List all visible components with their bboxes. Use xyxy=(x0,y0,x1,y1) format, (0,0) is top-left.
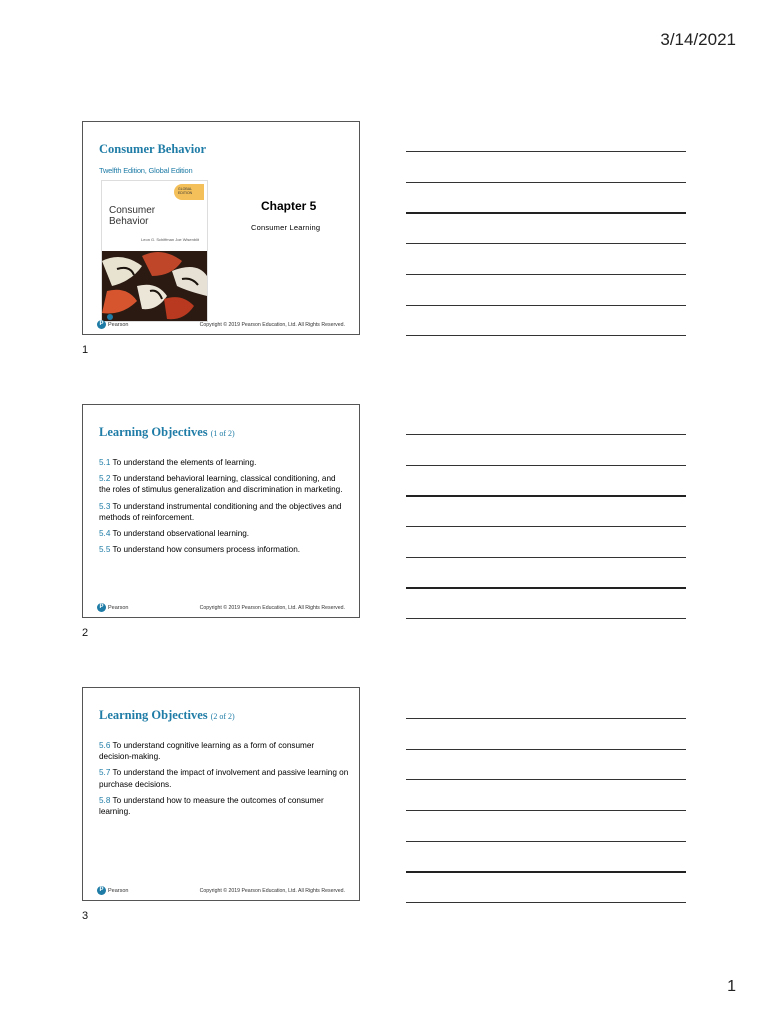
copyright-text: Copyright © 2019 Pearson Education, Ltd. All Rights Reserved. xyxy=(199,888,345,894)
objective-item: 5.4 To understand observational learning. xyxy=(99,529,250,539)
objectives-list xyxy=(99,457,349,560)
pearson-logo-icon: P xyxy=(97,320,106,329)
note-line xyxy=(406,212,686,214)
note-line xyxy=(406,305,686,306)
note-line xyxy=(406,749,686,750)
objectives-list xyxy=(99,740,349,822)
slide-1 xyxy=(82,121,360,335)
copyright-text: Copyright © 2019 Pearson Education, Ltd. All Rights Reserved. xyxy=(199,322,345,328)
objective-item: 5.7 To understand the impact of involvement and passive learning on purchase decisions. xyxy=(99,768,349,789)
pearson-logo-icon: P xyxy=(97,886,106,895)
note-line xyxy=(406,902,686,903)
slide-title: Consumer Behavior xyxy=(99,142,207,156)
objective-item: 5.6 To understand cognitive learning as a form of consumer decision-making. xyxy=(99,741,315,762)
butterfly-wing-image xyxy=(102,251,207,321)
slide-title: Learning Objectives (2 of 2) xyxy=(99,708,235,722)
pearson-logo: P Pearson xyxy=(97,320,129,329)
note-line xyxy=(406,495,686,497)
slide-number: 3 xyxy=(82,910,89,922)
book-cover xyxy=(101,180,208,322)
slide-title: Learning Objectives (1 of 2) xyxy=(99,425,235,439)
note-line xyxy=(406,243,686,244)
slide-number: 2 xyxy=(82,627,89,639)
copyright-text: Copyright © 2019 Pearson Education, Ltd. All Rights Reserved. xyxy=(199,605,345,611)
note-line xyxy=(406,618,686,619)
pearson-logo: P Pearson xyxy=(97,603,129,612)
note-line xyxy=(406,557,686,558)
objective-item: 5.8 To understand how to measure the outcomes of consumer learning. xyxy=(99,795,324,817)
note-line xyxy=(406,274,686,275)
slide-number: 1 xyxy=(82,344,89,356)
note-line xyxy=(406,151,686,152)
slide-2 xyxy=(82,404,360,618)
edition-label: Twelfth Edition, Global Edition xyxy=(99,166,193,175)
objective-item: 5.5 To understand how consumers process information. xyxy=(99,545,301,555)
objective-item: 5.2 To understand behavioral learning, classical conditioning, and the roles of stimulus generalization and discrimination in marketing. xyxy=(99,474,343,495)
note-line xyxy=(406,526,686,527)
note-line xyxy=(406,587,686,589)
book-authors: Leon G. Schiffman Joe Wisenblit xyxy=(141,237,199,242)
note-line xyxy=(406,871,686,873)
note-line xyxy=(406,841,686,842)
global-edition-badge: GLOBAL EDITION xyxy=(174,184,204,200)
note-line xyxy=(406,465,686,466)
chapter-subtitle: Consumer Learning xyxy=(251,223,321,232)
book-title: Consumer Behavior xyxy=(109,205,156,227)
chapter-title: Chapter 5 xyxy=(261,199,317,213)
note-line xyxy=(406,810,686,811)
slide-3 xyxy=(82,687,360,901)
print-date: 3/14/2021 xyxy=(660,30,736,49)
objective-item: 5.3 To understand instrumental conditioning and the objectives and methods of reinforcement. xyxy=(99,501,342,522)
note-line xyxy=(406,335,686,336)
note-line xyxy=(406,182,686,183)
pearson-logo-icon: P xyxy=(97,603,106,612)
note-line xyxy=(406,718,686,719)
objective-item: 5.1 To understand the elements of learning. xyxy=(99,458,257,467)
pearson-logo: P Pearson xyxy=(97,886,129,895)
note-line xyxy=(406,434,686,435)
page-number: 1 xyxy=(727,978,736,995)
note-line xyxy=(406,779,686,780)
